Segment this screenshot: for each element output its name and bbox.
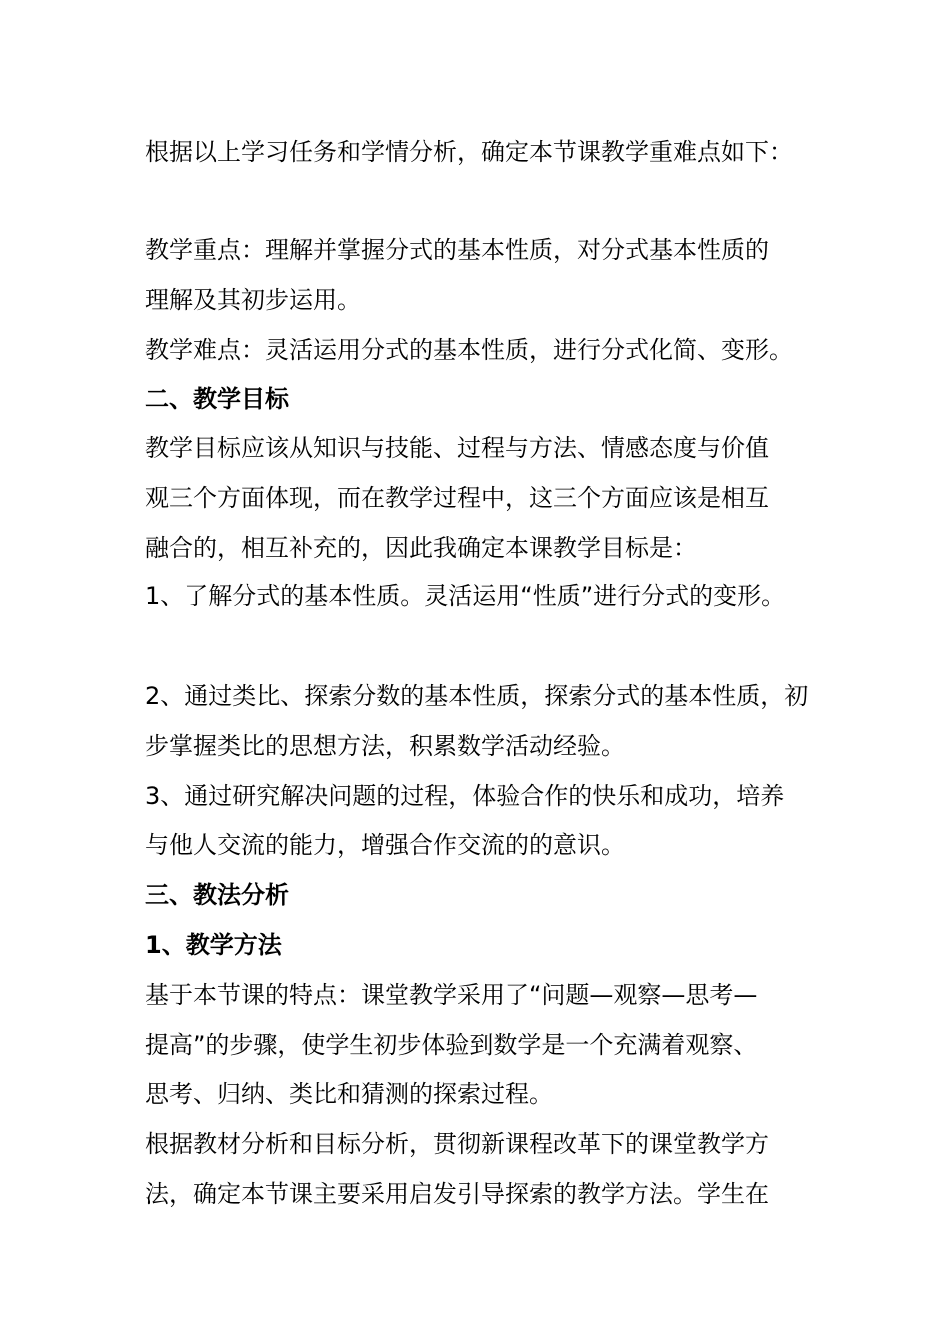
analysis-paragraph-line-2: 法，确定本节课主要采用启发引导探索的教学方法。学生在 (145, 1180, 769, 1208)
key-point-line-1: 教学重点：理解并掌握分式的基本性质，对分式基本性质的 (145, 236, 769, 264)
analysis-paragraph-line-1: 根据教材分析和目标分析，贯彻新课程改革下的课堂教学方 (145, 1130, 769, 1158)
goals-paragraph-line-1: 教学目标应该从知识与技能、过程与方法、情感态度与价值 (145, 434, 769, 462)
section-heading-method-analysis: 三、教法分析 (145, 881, 289, 909)
subheading-teaching-method: 1、教学方法 (145, 931, 282, 959)
difficulty-line: 教学难点：灵活运用分式的基本性质，进行分式化简、变形。 (145, 336, 793, 364)
goal-item-2-line-1: 2、通过类比、探索分数的基本性质，探索分式的基本性质，初 (145, 682, 809, 710)
intro-paragraph: 根据以上学习任务和学情分析，确定本节课教学重难点如下： (145, 138, 793, 166)
key-point-line-2: 理解及其初步运用。 (145, 286, 361, 314)
goal-item-3-line-2: 与他人交流的能力，增强合作交流的的意识。 (145, 831, 625, 859)
goals-paragraph-line-2: 观三个方面体现，而在教学过程中，这三个方面应该是相互 (145, 484, 769, 512)
goals-paragraph-line-3: 融合的，相互补充的，因此我确定本课教学目标是： (145, 534, 697, 562)
goal-item-3-line-1: 3、通过研究解决问题的过程，体验合作的快乐和成功，培养 (145, 782, 785, 810)
section-heading-teaching-goals: 二、教学目标 (145, 385, 289, 413)
goal-item-1: 1、了解分式的基本性质。灵活运用“性质”进行分式的变形。 (145, 582, 786, 610)
method-paragraph-line-3: 思考、归纳、类比和猜测的探索过程。 (145, 1080, 553, 1108)
method-paragraph-line-2: 提高”的步骤，使学生初步体验到数学是一个充满着观察、 (145, 1031, 758, 1059)
method-paragraph-line-1: 基于本节课的特点：课堂教学采用了“问题—观察—思考— (145, 981, 758, 1009)
goal-item-2-line-2: 步掌握类比的思想方法，积累数学活动经验。 (145, 732, 625, 760)
